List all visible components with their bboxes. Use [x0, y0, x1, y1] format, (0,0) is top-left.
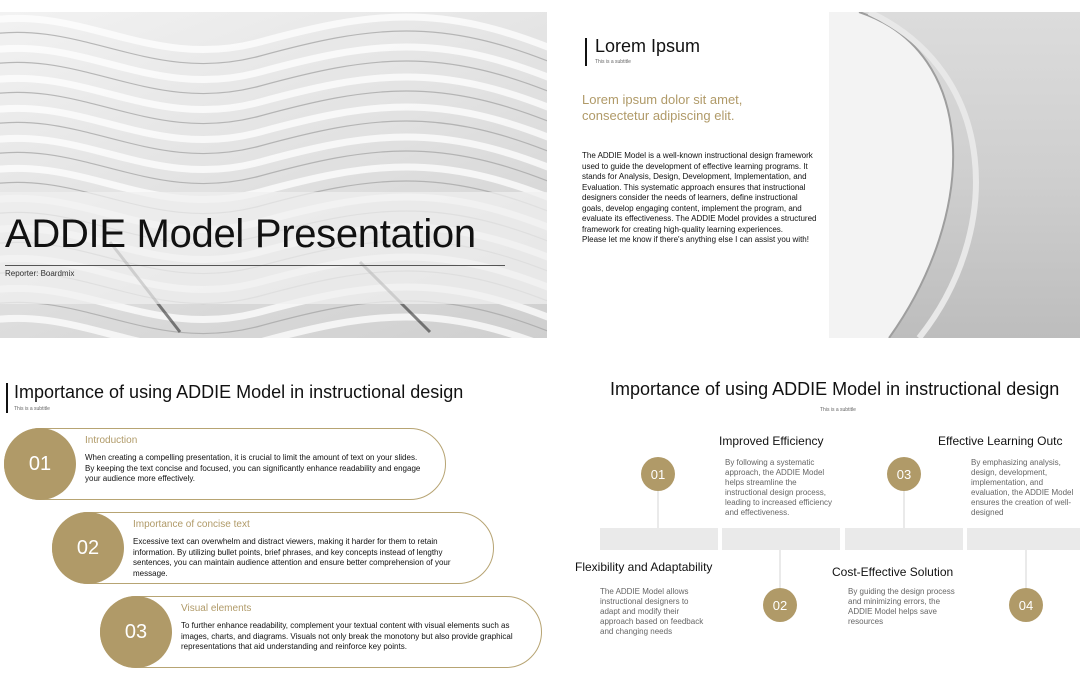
slide-subtitle: This is a subtitle — [595, 59, 631, 65]
number-badge: 01 — [4, 428, 76, 500]
item-description: To further enhance readability, complement your textual content with visual elements such as images, charts, and diagrams. Visuals not only break the monotony but also provide graphical representations that aid understanding and reinforce key points. — [181, 621, 513, 651]
slide-title: Importance of using ADDIE Model in instructional design — [610, 379, 1060, 399]
curved-architecture-image — [829, 12, 1080, 338]
timeline-segment — [722, 528, 840, 550]
feature-heading: Improved Efficiency — [719, 434, 824, 448]
item-description: When creating a compelling presentation, it is crucial to limit the amount of text on your slides. By keeping the text concise and focused, you can significantly enhance readability and engage your audience more effectively. — [85, 453, 421, 483]
timeline-segment — [600, 528, 718, 550]
lead-text: Lorem ipsum dolor sit amet, consectetur adipiscing elit. — [582, 92, 743, 123]
title-accent-bar — [6, 383, 8, 413]
slide-subtitle: This is a subtitle — [820, 407, 856, 413]
number-badge: 03 — [100, 596, 172, 668]
number-badge-03: 03 — [887, 457, 921, 491]
title-divider — [5, 265, 505, 266]
timeline-stem — [1025, 550, 1027, 588]
timeline-stem — [903, 490, 905, 528]
timeline-stem — [657, 490, 659, 528]
item-description: Excessive text can overwhelm and distract viewers, making it harder for them to retain information. By utilizing bullet points, brief phrases, and key concepts instead of lengthy sentences, you can maintain audience attention and ensure better comprehension of your message. — [133, 537, 451, 578]
number-badge-04: 04 — [1009, 588, 1043, 622]
list-item — [52, 512, 494, 584]
number-badge-01: 01 — [641, 457, 675, 491]
reporter-label: Reporter: Boardmix — [5, 269, 75, 278]
number-badge-02: 02 — [763, 588, 797, 622]
slide-title: Lorem Ipsum — [595, 36, 701, 56]
slide-subtitle: This is a subtitle — [14, 406, 50, 412]
feature-description: The ADDIE Model allows instructional designers to adapt and modify their approach based on feedback and changing needs — [600, 587, 704, 636]
slide-benefits-timeline[interactable] — [555, 350, 1080, 686]
item-heading: Importance of concise text — [133, 519, 250, 530]
number-badge: 02 — [52, 512, 124, 584]
item-heading: Visual elements — [181, 603, 252, 614]
title-accent-bar — [585, 38, 587, 66]
body-text: The ADDIE Model is a well-known instructional design framework used to guide the development of effective learning programs. It stands for Analysis, Design, Development, Implementation, and Evaluation. This systematic approach ensures that instructional designers consider the needs of learners, define instructional goals, develop engaging content, implement the program, and evaluate its effectiveness. The ADDIE Model provides a structured framework for creating high-quality learning experiences. Please let me know if there's anything else I can assist you with! — [582, 151, 817, 244]
item-heading: Introduction — [85, 435, 138, 446]
list-item — [4, 428, 446, 500]
feature-description: By emphasizing analysis, design, development, implementation, and evaluation, the ADDIE Model ensures the creation of well-designed — [971, 458, 1074, 517]
feature-heading: Cost-Effective Solution — [832, 565, 954, 579]
presentation-title: ADDIE Model Presentation — [5, 212, 476, 256]
timeline-segment — [845, 528, 963, 550]
list-item — [100, 596, 542, 668]
feature-description: By following a systematic approach, the ADDIE Model helps streamline the instructional design process, leading to increased efficiency and effectiveness. — [725, 458, 833, 517]
timeline-stem — [779, 550, 781, 588]
slide-title[interactable] — [0, 12, 547, 338]
timeline-segment — [967, 528, 1080, 550]
feature-description: By guiding the design process and minimizing errors, the ADDIE Model helps save resources — [848, 587, 955, 626]
feature-heading: Flexibility and Adaptability — [575, 560, 713, 574]
slide-importance-list[interactable] — [0, 350, 547, 686]
feature-heading: Effective Learning Outc — [938, 434, 1063, 448]
slide-lorem-ipsum[interactable] — [555, 12, 1080, 338]
slide-title: Importance of using ADDIE Model in instructional design — [14, 382, 464, 402]
